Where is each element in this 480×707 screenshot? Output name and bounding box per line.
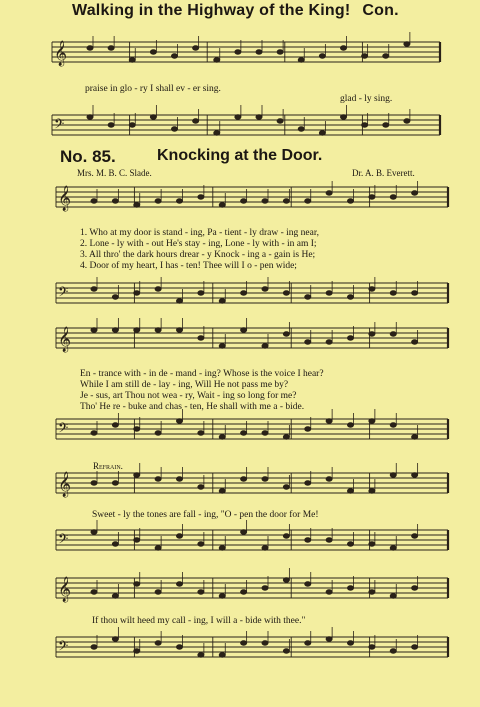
- notehead: [283, 649, 289, 653]
- previous-hymn-title-text: Walking in the Highway of the King!: [72, 2, 351, 19]
- notehead: [283, 578, 289, 582]
- hymn-title: Knocking at the Door.: [157, 147, 323, 164]
- verse-2-line-2: While I am still de - lay - ing, Will He not pass me by?: [80, 380, 289, 390]
- verse-1-line-2: En - trance with - in de - mand - ing? Whose is the voice I hear?: [80, 369, 324, 379]
- notehead: [219, 489, 225, 493]
- notehead: [341, 46, 347, 50]
- treble-clef-icon: 𝄞: [58, 186, 72, 211]
- notehead: [305, 199, 311, 203]
- bass-clef-icon: 𝄢: [58, 638, 69, 657]
- notehead: [134, 328, 140, 332]
- bass-clef-icon: 𝄢: [58, 284, 69, 303]
- notehead: [348, 641, 354, 645]
- notehead: [241, 477, 247, 481]
- notehead: [172, 127, 178, 131]
- notehead: [134, 203, 140, 207]
- refrain-line-1: Sweet - ly the tones are fall - ing, "O - pen the door for Me!: [92, 510, 319, 520]
- notehead: [341, 115, 347, 119]
- treble-clef-icon: 𝄞: [58, 472, 72, 497]
- notehead: [214, 131, 220, 135]
- notehead: [326, 340, 332, 344]
- notehead: [348, 423, 354, 427]
- notehead: [262, 199, 268, 203]
- notehead: [134, 291, 140, 295]
- notehead: [177, 645, 183, 649]
- notehead: [198, 542, 204, 546]
- previous-hymn-title: [72, 2, 399, 20]
- notehead: [369, 419, 375, 423]
- notehead: [150, 115, 156, 119]
- notehead: [369, 645, 375, 649]
- notehead: [134, 427, 140, 431]
- notehead: [305, 582, 311, 586]
- notehead: [87, 46, 93, 50]
- notehead: [108, 123, 114, 127]
- notehead: [177, 299, 183, 303]
- notehead: [177, 419, 183, 423]
- refrain-label: Refrain.: [93, 461, 123, 471]
- notehead: [91, 645, 97, 649]
- notehead: [305, 427, 311, 431]
- notehead: [348, 489, 354, 493]
- lyricist-credit: Mrs. M. B. C. Slade.: [77, 168, 152, 178]
- notehead: [91, 431, 97, 435]
- notehead: [134, 538, 140, 542]
- notehead: [298, 58, 304, 62]
- notehead: [412, 645, 418, 649]
- notehead: [91, 590, 97, 594]
- verse-3-line-2: Je - sus, art Thou not wea - ry, Wait - ing so long for me?: [80, 391, 297, 401]
- treble-clef-icon: 𝄞: [58, 327, 72, 352]
- notehead: [283, 199, 289, 203]
- notehead: [241, 590, 247, 594]
- notehead: [134, 649, 140, 653]
- notehead: [305, 340, 311, 344]
- notehead: [412, 340, 418, 344]
- notehead: [112, 199, 118, 203]
- notehead: [283, 332, 289, 336]
- notehead: [155, 546, 161, 550]
- notehead: [198, 431, 204, 435]
- notehead: [219, 203, 225, 207]
- notehead: [235, 115, 241, 119]
- notehead: [404, 119, 410, 123]
- notehead: [298, 127, 304, 131]
- notehead: [198, 336, 204, 340]
- composer-credit: Dr. A. B. Everett.: [352, 168, 415, 178]
- notehead: [219, 546, 225, 550]
- notehead: [112, 423, 118, 427]
- notehead: [390, 291, 396, 295]
- notehead: [198, 653, 204, 657]
- notehead: [390, 649, 396, 653]
- notehead: [277, 50, 283, 54]
- notehead: [177, 477, 183, 481]
- notehead: [412, 534, 418, 538]
- treble-clef-icon: 𝄞: [54, 41, 68, 66]
- notehead: [241, 199, 247, 203]
- notehead: [256, 50, 262, 54]
- notehead: [241, 641, 247, 645]
- notehead: [305, 295, 311, 299]
- notehead: [219, 435, 225, 439]
- bass-clef-icon: 𝄢: [58, 531, 69, 550]
- notehead: [155, 328, 161, 332]
- notehead: [241, 431, 247, 435]
- notehead: [319, 131, 325, 135]
- notehead: [262, 287, 268, 291]
- notehead: [198, 195, 204, 199]
- notehead: [283, 534, 289, 538]
- notehead: [177, 582, 183, 586]
- notehead: [235, 50, 241, 54]
- notehead: [112, 328, 118, 332]
- bass-clef-icon: 𝄢: [54, 116, 65, 135]
- notehead: [326, 538, 332, 542]
- notehead: [219, 594, 225, 598]
- notehead: [404, 42, 410, 46]
- notehead: [326, 637, 332, 641]
- notehead: [348, 586, 354, 590]
- notehead: [256, 115, 262, 119]
- notehead: [390, 473, 396, 477]
- notehead: [348, 336, 354, 340]
- notehead: [112, 594, 118, 598]
- notehead: [283, 435, 289, 439]
- hymn-number: No. 85.: [60, 147, 116, 166]
- notehead: [193, 119, 199, 123]
- notehead: [362, 54, 368, 58]
- notehead: [91, 328, 97, 332]
- notehead: [383, 123, 389, 127]
- notehead: [241, 328, 247, 332]
- notehead: [283, 485, 289, 489]
- notehead: [241, 291, 247, 295]
- previous-hymn-lyric-2: glad - ly sing.: [340, 94, 393, 104]
- notehead: [412, 473, 418, 477]
- notehead: [383, 54, 389, 58]
- notehead: [177, 534, 183, 538]
- notehead: [326, 419, 332, 423]
- notehead: [155, 477, 161, 481]
- notehead: [108, 46, 114, 50]
- notehead: [412, 435, 418, 439]
- notehead: [412, 291, 418, 295]
- treble-clef-icon: 𝄞: [58, 577, 72, 602]
- notehead: [305, 641, 311, 645]
- notehead: [214, 58, 220, 62]
- notehead: [369, 590, 375, 594]
- notehead: [150, 50, 156, 54]
- notehead: [369, 332, 375, 336]
- notehead: [305, 538, 311, 542]
- notehead: [134, 473, 140, 477]
- notehead: [198, 590, 204, 594]
- notehead: [91, 530, 97, 534]
- notehead: [155, 590, 161, 594]
- notehead: [277, 119, 283, 123]
- notehead: [134, 582, 140, 586]
- notehead: [326, 191, 332, 195]
- notehead: [348, 295, 354, 299]
- notehead: [262, 641, 268, 645]
- notehead: [348, 542, 354, 546]
- notehead: [369, 542, 375, 546]
- notehead: [369, 287, 375, 291]
- verse-4-line-1: 4. Door of my heart, I has - ten! Thee will I o - pen wide;: [80, 261, 297, 271]
- refrain-line-2: If thou wilt heed my call - ing, I will a - bide with thee.": [92, 616, 306, 626]
- notehead: [390, 332, 396, 336]
- notehead: [172, 54, 178, 58]
- notehead: [112, 637, 118, 641]
- notehead: [91, 287, 97, 291]
- notehead: [262, 546, 268, 550]
- notehead: [155, 641, 161, 645]
- notehead: [129, 58, 135, 62]
- notehead: [262, 586, 268, 590]
- notehead: [91, 481, 97, 485]
- notehead: [348, 199, 354, 203]
- notehead: [219, 344, 225, 348]
- notehead: [241, 530, 247, 534]
- notehead: [390, 546, 396, 550]
- notehead: [283, 291, 289, 295]
- notehead: [305, 481, 311, 485]
- notehead: [412, 191, 418, 195]
- notehead: [262, 431, 268, 435]
- notehead: [262, 477, 268, 481]
- notehead: [369, 489, 375, 493]
- notehead: [390, 423, 396, 427]
- notehead: [177, 328, 183, 332]
- notehead: [155, 431, 161, 435]
- notehead: [155, 287, 161, 291]
- notehead: [129, 123, 135, 127]
- previous-hymn-lyric-1: praise in glo - ry I shall ev - er sing.: [85, 84, 221, 94]
- notehead: [87, 115, 93, 119]
- notehead: [390, 195, 396, 199]
- notehead: [198, 291, 204, 295]
- notehead: [362, 123, 368, 127]
- notehead: [219, 299, 225, 303]
- notehead: [112, 295, 118, 299]
- notehead: [319, 54, 325, 58]
- notehead: [193, 46, 199, 50]
- verse-2-line-1: 2. Lone - ly with - out He's stay - ing, Lone - ly with - in am I;: [80, 239, 317, 249]
- notehead: [112, 542, 118, 546]
- notehead: [198, 485, 204, 489]
- bass-clef-icon: 𝄢: [58, 420, 69, 439]
- verse-3-line-1: 3. All thro' the dark hours drear - y Knock - ing a - gain is He;: [80, 250, 316, 260]
- notehead: [412, 586, 418, 590]
- notehead: [326, 477, 332, 481]
- notehead: [326, 590, 332, 594]
- notehead: [326, 291, 332, 295]
- verse-4-line-2: Tho' He re - buke and chas - ten, He shall with me a - bide.: [80, 402, 305, 412]
- notehead: [219, 653, 225, 657]
- notehead: [369, 195, 375, 199]
- notehead: [155, 199, 161, 203]
- notehead: [177, 199, 183, 203]
- verse-1-line-1: 1. Who at my door is stand - ing, Pa - tient - ly draw - ing near,: [80, 228, 320, 238]
- notehead: [112, 481, 118, 485]
- previous-hymn-suffix: Con.: [362, 2, 399, 19]
- notehead: [91, 199, 97, 203]
- notehead: [390, 594, 396, 598]
- notehead: [262, 344, 268, 348]
